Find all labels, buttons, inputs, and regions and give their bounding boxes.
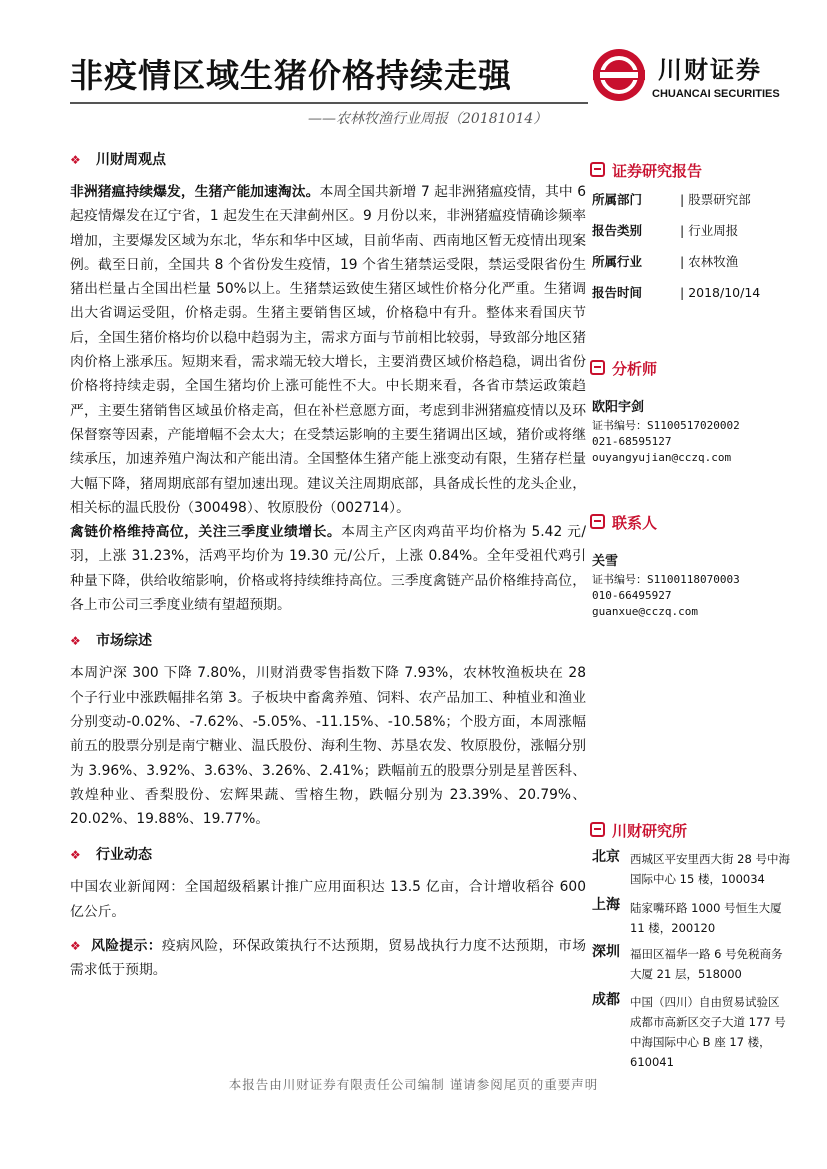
analyst-name: 欧阳宇剑 [592, 400, 645, 415]
info-label: 所属行业 [592, 254, 643, 269]
section-marker-icon [590, 514, 605, 529]
section-heading-text: 川财周观点 [96, 152, 166, 168]
risk-body: 疫病风险，环保政策执行不达预期，贸易战执行力度不达预期，市场需求低于预期。 [70, 938, 587, 979]
office-address-chengdu: 中国（四川）自由贸易试验区成都市高新区交子大道 177 号中海国际中心 B 座 17 楼，610041 [630, 995, 786, 1069]
company-logo [591, 47, 787, 103]
page-footer: 本报告由川财证券有限责任公司编制 谨请参阅尾页的重要声明 [228, 1077, 599, 1092]
view-p1-body: 本周全国共新增 7 起非洲猪瘟疫情，其中 6 起疫情爆发在辽宁省，1 起发生在天津蓟州区。9 月份以来，非洲猪瘟疫情确诊频率增加，主要爆发区域为东北，华东和华中区域，目前华南、西南地区暂无疫情出现案例。截至日前，全国共 8 个省份发生疫情，19 个省生猪禁运受限，禁运受限省份生猪出栏量占全国出栏量 50%以上。生猪禁运致使生猪区域性价格分化严重。生猪调出大省调运受阻，价格走弱。生猪主要销售区域，价格稳中有升。整体来看国庆节后，全国生猪价格均价以稳中趋弱为主，需求方面与节前相比较弱，导致部分地区猪肉价格上涨承压。短期来看，需求端无较大增长，主要消费区域价格趋稳，调出省份价格将持续走弱，全国生猪均价上涨可能性不大。中长期来看，各省市禁运政策趋严，主要生猪销售区域虽价格走高，但在补栏意愿方面，考虑到非洲猪瘟疫情以及环保督察等因素，产能增幅不会太大；在受禁运影响的主要生猪调出区域，猪价或将继续承压，加速养殖户淘汰和产能出清。全国整体生猪产能上涨变动有限，生猪存栏量大幅下降，猪周期底部有望加速出现。建议关注周期底部，具备成长性的龙头企业，相关标的温氏股份（300498）、牧原股份（002714）。 [70, 184, 587, 516]
section-marker-icon [590, 822, 605, 837]
section-heading-text: 行业动态 [96, 847, 152, 864]
analyst-card [592, 396, 740, 466]
sidebar-heading-text: 分析师 [612, 360, 658, 378]
contact-cert: 证书编号：S1100118070003 [592, 573, 740, 586]
office-city-beijing: 北京 [592, 849, 620, 865]
info-row-industry [592, 252, 760, 283]
diamond-bullet-icon: ❖ [70, 848, 81, 863]
logo-text-cn: 川财证券 [658, 56, 762, 84]
info-value: | 农林牧渔 [680, 252, 738, 272]
info-value: | 2018/10/14 [680, 283, 760, 303]
office-address-shanghai: 陆家嘴环路 1000 号恒生大厦 11 楼，200120 [630, 901, 782, 935]
office-city-shenzhen: 深圳 [592, 944, 620, 960]
contact-card [592, 550, 740, 620]
view-p1-lead: 非洲猪瘟持续爆发，生猪产能加速淘汰。 [70, 184, 320, 200]
sidebar-heading-analyst [590, 358, 657, 379]
info-value: | 行业周报 [680, 221, 738, 241]
sidebar-heading-text: 联系人 [612, 514, 658, 532]
info-row-category [592, 221, 760, 252]
market-paragraph: 本周沪深 300 下降 7.80%，川财消费零售指数下降 7.93%，农林牧渔板块在 28 个子行业中涨跌幅排名第 3。子板块中畜禽养殖、饲料、农产品加工、种植业和渔业分别变动-0.02%、-7.62%、-5.05%、-11.15%、-10.58%；个股方面，本周涨幅前五的股票分别是南宁糖业、温氏股份、海利生物、苏垦农发、牧原股份，涨幅分别为 3.96%、3.92%、3.63%、3.26%、2.41%；跌幅前五的股票分别是星普医科、敦煌种业、香梨股份、宏辉果蔬、雪榕生物，跌幅分别为 23.39%、20.79%、20.02%、19.88%、19.77%。 [70, 665, 586, 828]
info-row-department [592, 190, 760, 221]
info-label: 所属部门 [592, 192, 643, 207]
section-marker-icon [590, 162, 605, 177]
diamond-bullet-icon: ❖ [70, 153, 81, 167]
report-subtitle: ——农林牧渔行业周报（20181014） [308, 111, 548, 127]
report-info-table [592, 190, 760, 314]
info-label: 报告类别 [592, 223, 643, 238]
info-value: | 股票研究部 [680, 190, 751, 210]
sidebar-heading-institute [590, 820, 687, 841]
section-heading-market [70, 631, 586, 651]
title-rule [70, 102, 588, 104]
report-title: 非疫情区域生猪价格持续走强 [70, 56, 512, 95]
office-list [592, 846, 797, 1076]
sidebar-heading-report [590, 160, 702, 181]
section-marker-icon [590, 360, 605, 375]
sidebar-heading-contact [590, 512, 657, 533]
office-address-beijing: 西城区平安里西大街 28 号中海国际中心 15 楼，100034 [630, 852, 790, 886]
analyst-cert: 证书编号：S1100517020002 [592, 419, 740, 432]
logo-text-en: CHUANCAI SECURITIES [652, 88, 780, 100]
contact-email: guanxue@cczq.com [592, 605, 698, 618]
office-city-chengdu: 成都 [592, 992, 620, 1008]
view-paragraph-2 [70, 520, 586, 617]
risk-label: 风险提示： [91, 938, 162, 955]
risk-warning [70, 934, 586, 983]
analyst-email: ouyangyujian@cczq.com [592, 451, 732, 464]
contact-phone: 010-66495927 [592, 589, 672, 602]
section-heading-view [70, 150, 586, 170]
analyst-phone: 021-68595127 [592, 435, 672, 448]
view-p2-body: 本周主产区肉鸡苗平均价格为 5.42 元/羽，上涨 31.23%，活鸡平均价为 19.30 元/公斤，上涨 0.84%。全年受祖代鸡引种量下降，供给收缩影响，价格或将持续维持高位。三季度禽链产品价格维持高位，各上市公司三季度业绩有望超预期。 [70, 524, 587, 614]
view-paragraph-1 [70, 180, 586, 520]
diamond-bullet-icon: ❖ [70, 634, 81, 649]
sidebar-heading-text: 川财研究所 [612, 822, 688, 840]
sidebar-heading-text: 证券研究报告 [612, 162, 703, 180]
info-row-date [592, 283, 760, 314]
info-label: 报告时间 [592, 285, 643, 300]
chuancai-logo-icon [591, 47, 647, 103]
contact-name: 关雪 [592, 554, 619, 569]
section-heading-text: 市场综述 [96, 633, 152, 650]
diamond-bullet-icon: ❖ [70, 939, 82, 954]
section-heading-industry [70, 845, 586, 865]
main-content [70, 150, 586, 983]
view-p2-lead: 禽链价格维持高位，关注三季度业绩增长。 [70, 524, 342, 541]
office-address-shenzhen: 福田区福华一路 6 号免税商务大厦 21 层，518000 [630, 947, 783, 981]
industry-paragraph: 中国农业新闻网：全国超级稻累计推广应用面积达 13.5 亿亩，合计增收稻谷 600 亿公斤。 [70, 879, 586, 920]
office-city-shanghai: 上海 [592, 897, 620, 913]
